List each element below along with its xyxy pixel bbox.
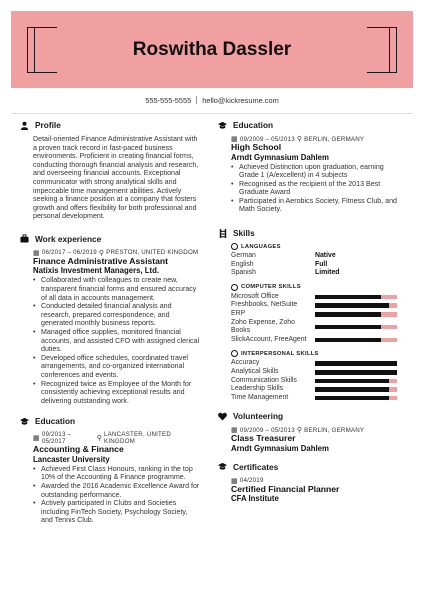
skill-name: SlickAccount, FreeAgent	[231, 335, 307, 343]
skill-name: Time Management	[231, 393, 289, 401]
skill-row	[231, 301, 403, 310]
language-row	[231, 252, 403, 261]
skill-level-bar	[315, 361, 397, 366]
work-dates: 06/2017 – 06/2019	[41, 249, 97, 257]
education-meta	[33, 431, 200, 445]
location-pin-icon: ⚲	[98, 249, 105, 257]
education-bullets	[33, 465, 200, 525]
calendar-icon: ▦	[231, 477, 238, 485]
section-title-certificates	[218, 462, 403, 472]
phone-number: 555-555-5555	[145, 96, 192, 105]
section-title-work	[20, 234, 200, 244]
certificates-heading: Certificates	[233, 461, 279, 472]
list-item: • Conducted detailed financial analysis and research, prepared correspondence, and generated monthly business reports.	[33, 302, 200, 328]
candidate-name: Roswitha Dassler	[132, 39, 292, 60]
certificate-title: Certified Financial Planner	[231, 483, 340, 494]
education-school: Lancaster University	[33, 454, 110, 464]
volunteering-dates: 09/2009 – 05/2013	[239, 426, 295, 434]
calendar-icon: ▦	[231, 136, 238, 143]
profile-text: Detail-oriented Finance Administrative Assistant with a proven track record in fast-paced business environments. Proficient in creating financial forms, conducting thorough financial analysis and research, and overseeing financial accounts. Exceptional communicator with strong analytical skills and impeccable time management abilities. Actively seeking a finance position at a company that fosters growth and offers flexibility for both professional and personal development.	[33, 135, 199, 221]
graduation-cap-icon	[20, 417, 29, 426]
list-item: • Managed office supplies, monitored financial accounts, and assisted CFO with assigned clerical duties.	[33, 328, 200, 354]
list-item: • Recognised as the recipient of the 2013 Best Graduate Award	[231, 180, 403, 197]
skill-level-bar	[315, 312, 397, 317]
person-icon	[20, 121, 29, 130]
contact-line	[0, 96, 424, 105]
skill-level-bar	[315, 396, 397, 401]
graduation-cap-icon	[218, 462, 227, 471]
skill-name: ERP	[231, 310, 246, 318]
list-item: • Collaborated with colleagues to create new, transparent financial forms and ensured accuracy of all data in accounts management.	[33, 276, 200, 302]
language-row	[231, 261, 403, 270]
skill-row	[231, 359, 403, 368]
skill-level-bar	[315, 387, 397, 392]
volunteering-role: Class Treasurer	[231, 433, 296, 444]
people-icon	[231, 350, 238, 357]
volunteering-heading: Volunteering	[233, 411, 284, 422]
skill-name: Freshbooks, NetSuite	[231, 301, 298, 309]
list-item: • Awarded the 2016 Academic Excellence Award for outstanding performance.	[33, 482, 200, 499]
computer-skills-title: COMPUTER SKILLS	[241, 284, 301, 291]
education-dates: 09/2013 – 05/2017	[41, 431, 72, 446]
skill-row	[231, 377, 403, 386]
location-pin-icon: ⚲	[296, 136, 303, 143]
section-title-profile	[20, 120, 200, 130]
language-name: Spanish	[231, 269, 256, 277]
list-item: • Developed office schedules, coordinated travel arrangements, and co-organized international conferences and events.	[33, 354, 200, 380]
work-bullets	[33, 276, 200, 405]
computer-skills-subheading	[231, 284, 403, 291]
location-pin-icon: ⚲	[96, 435, 103, 443]
skill-row	[231, 336, 403, 345]
work-company: Natixis Investment Managers, Ltd.	[33, 266, 160, 276]
calendar-icon: ▦	[33, 249, 40, 257]
ladder-icon	[218, 229, 227, 238]
computer-icon	[231, 284, 238, 291]
interpersonal-skills-subheading	[231, 350, 403, 357]
skill-row	[231, 394, 403, 403]
calendar-icon: ▦	[33, 435, 40, 443]
skill-name: Zoho Expense, Zoho Books	[231, 318, 295, 335]
skill-row	[231, 385, 403, 394]
list-item: • Achieved First Class Honours, ranking in the top 10% of the Accounting & Finance programme.	[33, 465, 200, 482]
left-column	[20, 120, 200, 525]
skills-block	[218, 243, 403, 402]
certificate-date: 04/2019	[239, 477, 264, 485]
skill-name: Analytical Skills	[231, 368, 279, 375]
email-address[interactable]: hello@kickresume.com	[202, 96, 279, 105]
skill-level-bar	[315, 295, 397, 300]
work-job-title: Finance Administrative Assistant	[33, 255, 168, 266]
education-entry	[20, 431, 200, 525]
education-bullets	[231, 163, 403, 215]
volunteering-entry	[218, 426, 403, 453]
languages-title: LANGUAGES	[241, 243, 281, 250]
section-title-education-left	[20, 416, 200, 426]
skill-row	[231, 293, 403, 302]
graduation-cap-icon	[218, 121, 227, 130]
skill-level-bar	[315, 370, 397, 375]
skill-level-bar	[315, 338, 397, 343]
education-degree: High School	[231, 142, 282, 152]
language-name: English	[231, 260, 254, 268]
calendar-icon: ▦	[231, 427, 238, 435]
skill-name: Communication Skills	[231, 376, 297, 384]
education-degree: Accounting & Finance	[33, 444, 124, 455]
skill-level-bar	[315, 379, 397, 384]
education-entry	[218, 135, 403, 214]
languages-subheading	[231, 243, 403, 250]
work-heading: Work experience	[35, 233, 102, 244]
contact-divider	[196, 96, 197, 104]
skill-row	[231, 368, 403, 377]
list-item: • Participated in Aerobics Society, Fitness Club, and Math Society.	[231, 197, 403, 214]
briefcase-icon	[20, 234, 29, 243]
work-location: PRESTON, UNITED KINGDOM	[106, 249, 199, 257]
work-entry	[20, 249, 200, 405]
heart-icon	[218, 412, 227, 421]
interpersonal-skills-list	[231, 359, 403, 402]
interpersonal-skills-title: INTERPERSONAL SKILLS	[241, 350, 319, 357]
language-level: Full	[315, 260, 328, 268]
skill-row	[231, 319, 403, 336]
certificate-entry	[218, 477, 403, 504]
education-location: LANCASTER, UNITED KINGDOM	[104, 431, 172, 446]
right-column	[218, 120, 403, 503]
education-dates: 09/2009 – 05/2013	[239, 135, 295, 143]
skill-name: Accuracy	[231, 359, 260, 367]
language-level: Limited	[315, 269, 340, 277]
education-heading: Education	[233, 120, 274, 130]
volunteering-location: BERLIN, GERMANY	[304, 426, 365, 434]
skills-heading: Skills	[233, 228, 255, 239]
skill-name: Microsoft Office	[231, 292, 279, 300]
education-location: BERLIN, GERMANY	[304, 135, 365, 143]
education-school: Arndt Gymnasium Dahlem	[231, 152, 329, 162]
divider	[11, 113, 413, 114]
volunteering-org: Arndt Gymnasium Dahlem	[231, 443, 329, 453]
education-heading: Education	[35, 416, 76, 427]
skill-name: Leadership Skills	[231, 385, 284, 393]
skill-level-bar	[315, 303, 397, 308]
header-banner	[11, 11, 413, 88]
list-item: • Actively participated in Clubs and Societies including FinTech Society, Psychology Society, and Tennis Club.	[33, 499, 200, 525]
list-item: • Recognized twice as Employee of the Month for consistently achieving exceptional results and delivering outstanding work.	[33, 380, 200, 406]
location-pin-icon: ⚲	[296, 427, 303, 435]
skill-level-bar	[315, 325, 397, 330]
computer-skills-list	[231, 293, 403, 345]
section-title-skills	[218, 228, 403, 238]
section-title-education-right	[218, 120, 403, 130]
section-title-volunteering	[218, 411, 403, 421]
language-name: German	[231, 252, 256, 260]
language-row	[231, 269, 403, 278]
profile-heading: Profile	[35, 120, 61, 130]
list-item: • Achieved Distinction upon graduation, earning Grade 1 (A/excellent) in 4 subjects	[231, 163, 403, 180]
globe-icon	[231, 243, 238, 250]
language-level: Native	[315, 252, 336, 260]
skill-row	[231, 310, 403, 319]
certificate-org: CFA Institute	[231, 494, 279, 504]
